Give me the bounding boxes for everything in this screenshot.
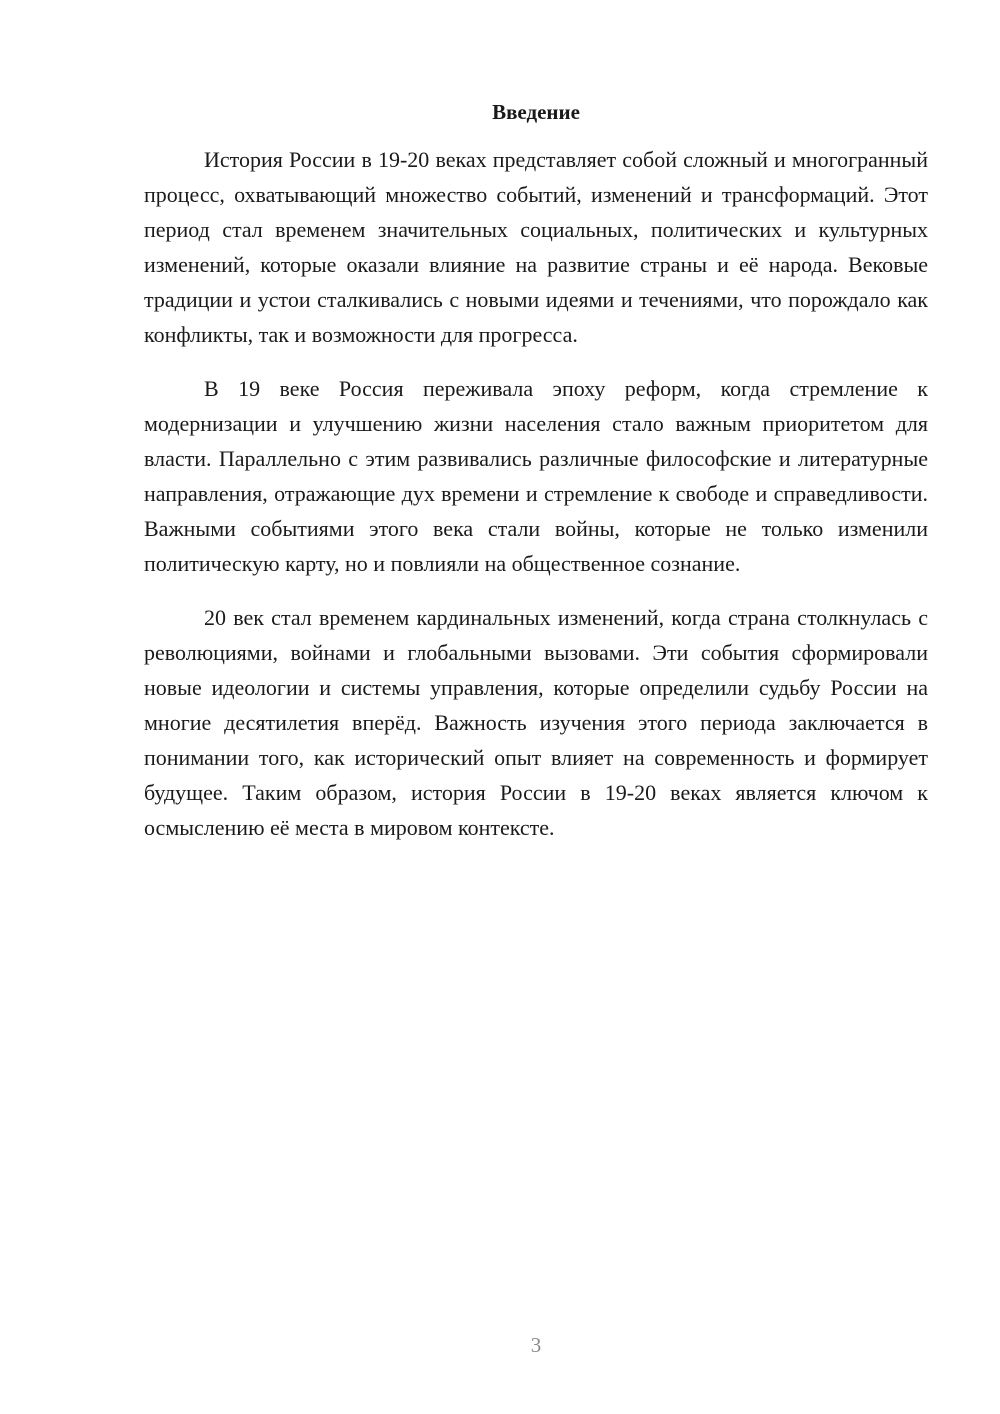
- paragraph-1: История России в 19-20 веках представляет собой сложный и многогранный процесс, охватывающий множество событий, изменений и трансформаций. Этот период стал временем значительных социальных, политических и культурных изменений, которые оказали влияние на развитие страны и её народа. Вековые традиции и устои сталкивались с новыми идеями и течениями, что порождало как конфликты, так и возможности для прогресса.: [144, 147, 928, 347]
- section-heading: Введение: [492, 100, 580, 124]
- page-number: 3: [530, 1333, 542, 1357]
- paragraph-2: В 19 веке Россия переживала эпоху реформ, когда стремление к модернизации и улучшению жизни населения стало важным приоритетом для власти. Параллельно с этим развивались различные философские и литературные направления, отражающие дух времени и стремление к свободе и справедливости. Важными событиями этого века стали войны, которые не только изменили политическую карту, но и повлияли на общественное сознание.: [144, 376, 928, 576]
- paragraph-3: 20 век стал временем кардинальных изменений, когда страна столкнулась с революциями, войнами и глобальными вызовами. Эти события сформировали новые идеологии и системы управления, которые определили судьбу России на многие десятилетия вперёд. Важность изучения этого периода заключается в понимании того, как исторический опыт влияет на современность и формирует будущее. Таким образом, история России в 19-20 веках является ключом к осмыслению её места в мировом контексте.: [144, 605, 928, 840]
- body-text: [144, 142, 928, 864]
